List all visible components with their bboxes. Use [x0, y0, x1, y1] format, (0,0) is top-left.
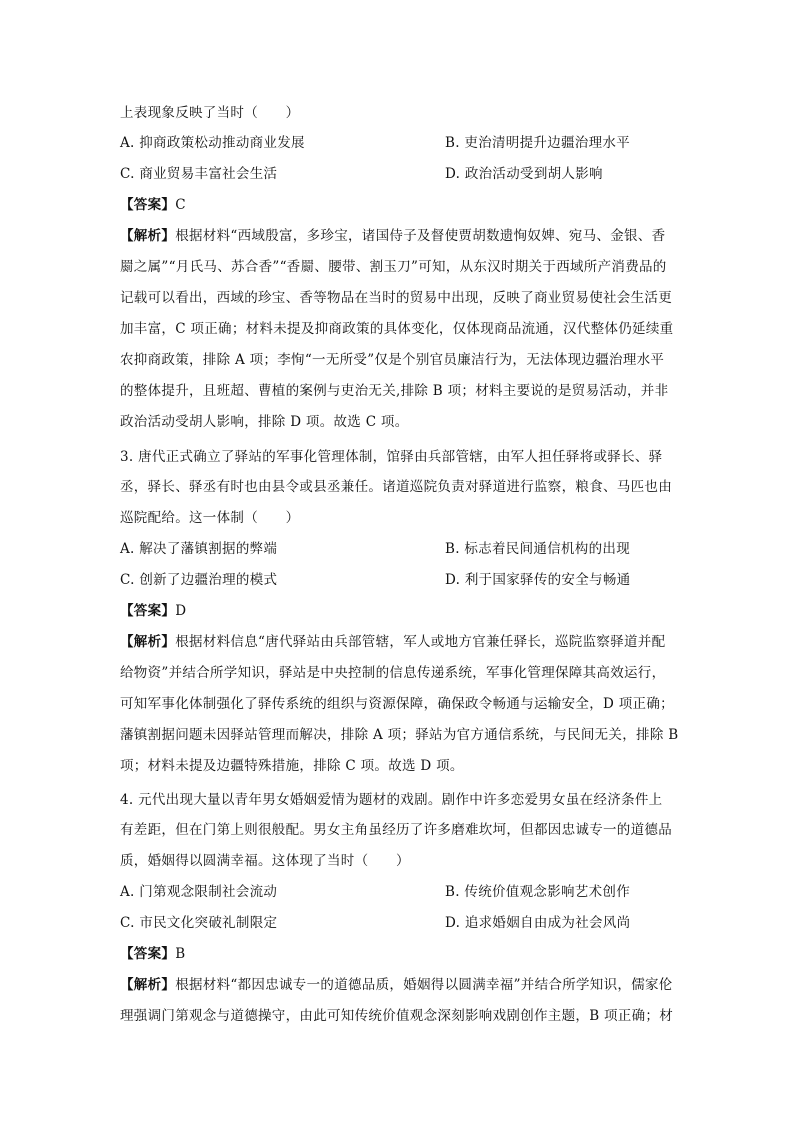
answer-label: 【答案】 — [120, 197, 176, 213]
analysis-line — [120, 226, 665, 246]
option-c: C. 市民文化突破礼制限定 — [120, 915, 278, 931]
option-a: A. 门第观念限制社会流动 — [120, 884, 278, 900]
question-stem: 上表现象反映了当时（ ） — [120, 105, 300, 121]
analysis-label: 【解析】 — [120, 228, 176, 244]
analysis-text: 根据材料“都因忠诚专一的道德品质，婚姻得以圆满幸福”并结合所学知识，儒家伦 — [175, 977, 673, 993]
option-a: A. 解决了藩镇割据的弊端 — [120, 541, 278, 557]
answer-value: B — [175, 946, 186, 962]
analysis-text: 项；材料未提及边疆特殊措施，排除 C 项。故选 D 项。 — [120, 758, 464, 774]
analysis-text: 根据材料“西域殷富，多珍宝，诸国侍子及督使贾胡数遗恂奴婢、宛马、金银、香 — [175, 228, 666, 244]
analysis-text: 藩镇割据问题未因驿站管理而解决，排除 A 项；驿站为官方通信系统，与民间无关，排除 B — [120, 727, 679, 743]
analysis-text: 记载可以看出，西域的珍宝、香等物品在当时的贸易中出现，反映了商业贸易使社会生活更 — [120, 290, 672, 306]
answer-label: 【答案】 — [120, 946, 176, 962]
question-stem: 4. 元代出现大量以青年男女婚姻爱情为题材的戏剧。剧作中许多恋爱男女虽在经济条件上 — [120, 792, 663, 808]
analysis-label: 【解析】 — [120, 977, 176, 993]
analysis-line — [120, 975, 673, 995]
analysis-line — [120, 632, 665, 652]
option-c: C. 创新了边疆治理的模式 — [120, 572, 278, 588]
analysis-text: 根据材料信息“唐代驿站由兵部管辖，军人或地方官兼任驿长，巡院监察驿道并配 — [175, 634, 666, 650]
answer-line — [120, 601, 186, 621]
question-stem: 3. 唐代正式确立了驿站的军事化管理体制，馆驿由兵部管辖，由军人担任驿将或驿长、驿 — [120, 449, 663, 465]
analysis-text: 理强调门第观念与道德操守，由此可知传统价值观念深刻影响戏剧创作主题，B 项正确；材 — [120, 1008, 674, 1024]
answer-value: C — [175, 197, 186, 213]
option-d: D. 政治活动受到胡人影响 — [445, 166, 603, 182]
option-d: D. 追求婚姻自由成为社会风尚 — [445, 915, 631, 931]
question-stem: 质，婚姻得以圆满幸福。这体现了当时（ ） — [120, 853, 410, 869]
analysis-text: 给物资”并结合所学知识，驿站是中央控制的信息传递系统，军事化管理保障其高效运行， — [120, 665, 666, 681]
answer-label: 【答案】 — [120, 603, 176, 619]
analysis-text: 加丰富，C 项正确；材料未提及抑商政策的具体变化，仅体现商品流通，汉代整体仍延续重 — [120, 321, 674, 337]
option-d: D. 利于国家驿传的安全与畅通 — [445, 572, 631, 588]
question-stem: 巡院配给。这一体制（ ） — [120, 510, 300, 526]
answer-line — [120, 195, 186, 215]
option-b: B. 吏治清明提升边疆治理水平 — [445, 135, 631, 151]
option-c: C. 商业贸易丰富社会生活 — [120, 166, 278, 182]
analysis-text: 罽之属”“月氏马、苏合香”“香罽、腰带、割玉刀”可知，从东汉时期关于西域所产消费品的 — [120, 259, 667, 275]
analysis-text: 的整体提升，且班超、曹植的案例与吏治无关,排除 B 项；材料主要说的是贸易活动，并非 — [120, 383, 669, 399]
option-b: B. 传统价值观念影响艺术创作 — [445, 884, 631, 900]
analysis-text: 可知军事化体制强化了驿传系统的组织与资源保障，确保政令畅通与运输安全，D 项正确； — [120, 696, 674, 712]
answer-line — [120, 944, 185, 964]
answer-value: D — [175, 603, 187, 619]
option-a: A. 抑商政策松动推动商业发展 — [120, 135, 305, 151]
question-stem: 有差距，但在门第上则很般配。男女主角虽经历了许多磨难坎坷，但都因忠诚专一的道德品 — [120, 822, 672, 838]
option-b: B. 标志着民间通信机构的出现 — [445, 541, 631, 557]
question-stem: 丞，驿长、驿丞有时也由县令或县丞兼任。诸道巡院负责对驿道进行监察，粮食、马匹也由 — [120, 479, 672, 495]
analysis-text: 政治活动受胡人影响，排除 D 项。故选 C 项。 — [120, 414, 409, 430]
analysis-label: 【解析】 — [120, 634, 176, 650]
analysis-text: 农抑商政策，排除 A 项；李恂“一无所受”仅是个别官员廉洁行为，无法体现边疆治理水平 — [120, 352, 665, 368]
